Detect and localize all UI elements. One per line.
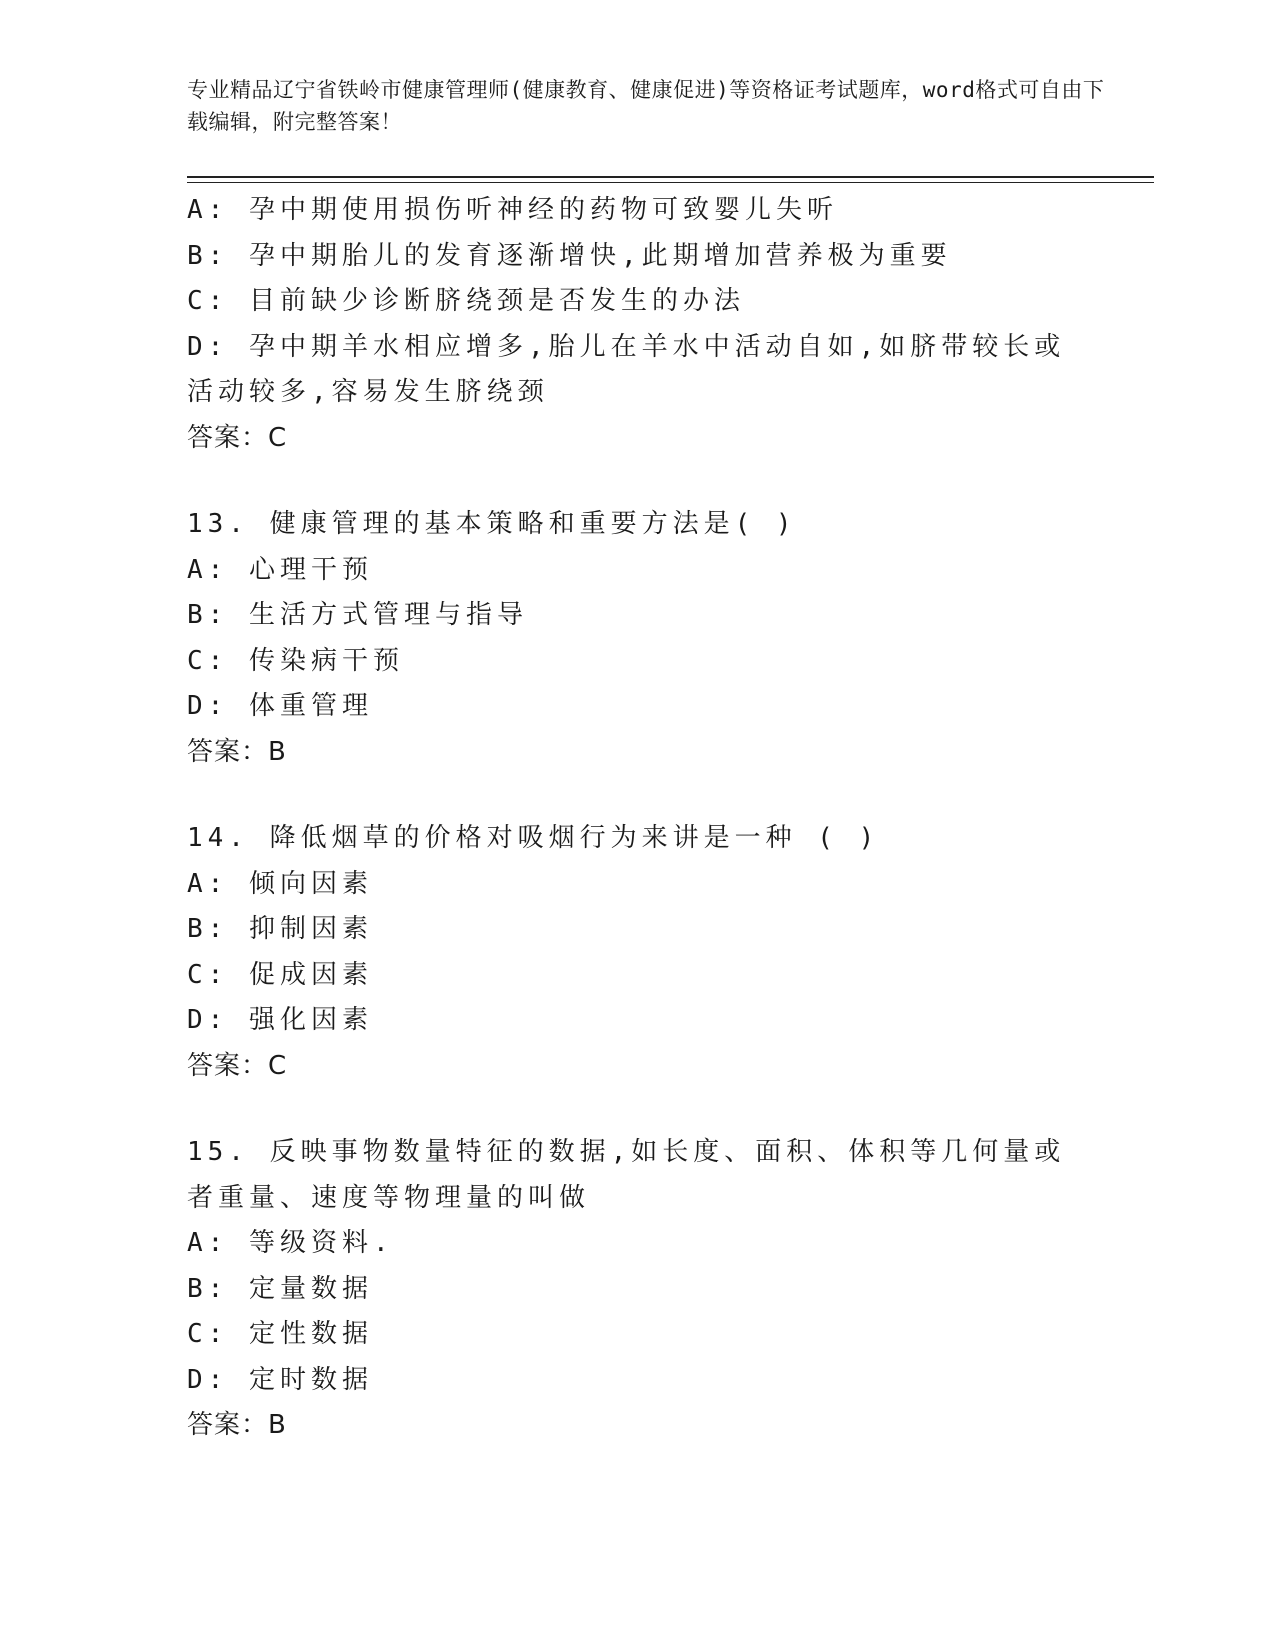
answer: 答案：B — [187, 1410, 287, 1440]
option-c: C: 定性数据 — [187, 1319, 373, 1349]
document-header: 专业精品辽宁省铁岭市健康管理师(健康教育、健康促进)等资格证考试题库，word格式可自由下载编辑，附完整答案！ — [187, 78, 1105, 134]
option-b: B: 孕中期胎儿的发育逐渐增快,此期增加营养极为重要 — [187, 240, 952, 271]
question-list — [187, 188, 1087, 1449]
question-12 — [187, 188, 1087, 461]
option-a: A: 等级资料. — [187, 1228, 394, 1258]
answer: 答案：C — [187, 422, 288, 453]
answer: 答案：B — [187, 736, 287, 767]
header-rule-thin — [187, 182, 1154, 183]
option-a: A: 心理干预 — [187, 554, 373, 585]
option-a: A: 倾向因素 — [187, 868, 373, 899]
header-rule-thick — [187, 176, 1154, 178]
option-d: D: 孕中期羊水相应增多,胎儿在羊水中活动自如,如脐带较长或活动较多,容易发生脐绕颈 — [187, 331, 1066, 407]
option-c: C: 目前缺少诊断脐绕颈是否发生的办法 — [187, 286, 745, 316]
question-text: 14. 降低烟草的价格对吸烟行为来讲是一种 ( ) — [187, 823, 880, 853]
option-b: B: 抑制因素 — [187, 914, 373, 944]
question-text: 15. 反映事物数量特征的数据,如长度、面积、体积等几何量或者重量、速度等物理量的叫做 — [187, 1137, 1066, 1213]
answer: 答案：C — [187, 1050, 288, 1081]
option-d: D: 强化因素 — [187, 1005, 373, 1035]
option-a: A: 孕中期使用损伤听神经的药物可致婴儿失听 — [187, 195, 838, 225]
option-d: D: 定时数据 — [187, 1364, 373, 1395]
option-b: B: 定量数据 — [187, 1273, 373, 1304]
option-b: B: 生活方式管理与指导 — [187, 600, 528, 630]
question-text: 13. 健康管理的基本策略和重要方法是( ) — [187, 509, 797, 539]
option-d: D: 体重管理 — [187, 691, 373, 721]
question-15 — [187, 1130, 1087, 1449]
option-c: C: 传染病干预 — [187, 645, 404, 676]
question-14 — [187, 816, 1087, 1089]
question-13 — [187, 502, 1087, 775]
option-c: C: 促成因素 — [187, 959, 373, 990]
